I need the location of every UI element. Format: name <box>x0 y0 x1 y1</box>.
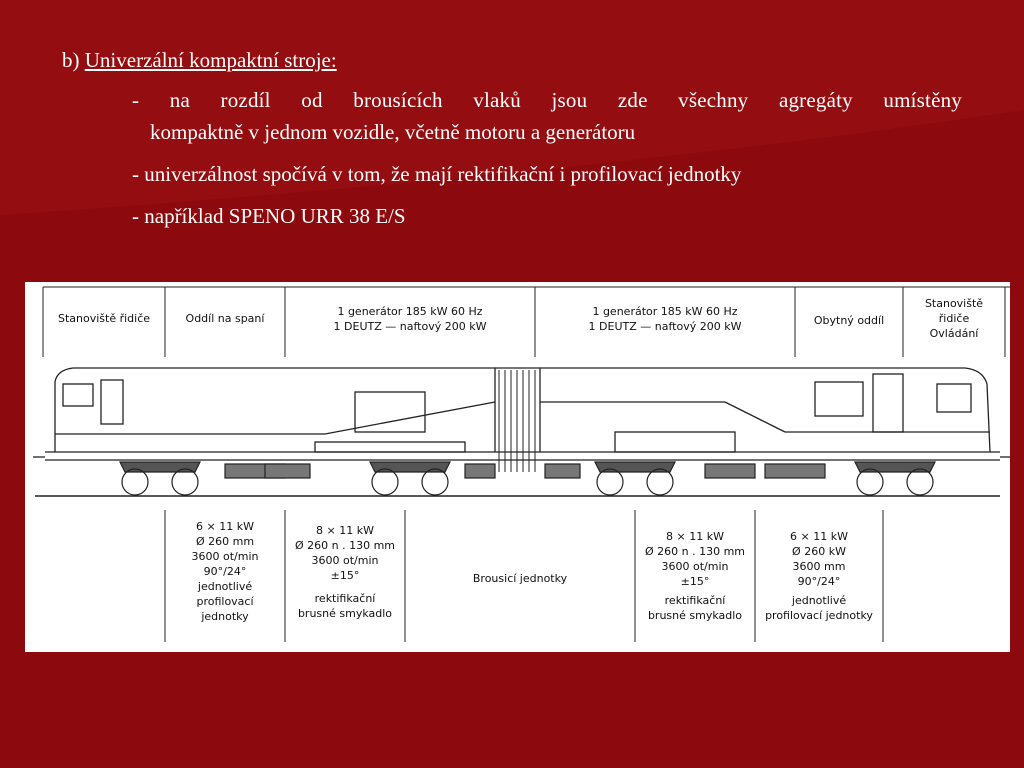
top-label-generator-2-line-2: 1 DEUTZ — naftový 200 kW <box>588 320 742 333</box>
bottom-grinding-units: Brousicí jednotky <box>472 572 568 585</box>
top-label-cab-left: Stanoviště řidiče <box>57 312 151 325</box>
bottom-profile-right-line-1: 6 × 11 kW <box>790 530 848 543</box>
top-label-cab-right-line-3: Ovládání <box>929 327 979 340</box>
bottom-profile-left-line-7: jednotky <box>201 610 249 623</box>
bogies <box>120 462 935 495</box>
machine-diagram <box>25 282 1010 652</box>
bottom-rect-left-line-6: brusné smykadlo <box>297 607 393 620</box>
machine-drawing <box>25 282 1010 652</box>
bullet-1-line-1: - na rozdíl od brousících vlaků jsou zde všechny agregáty umístěny <box>132 88 962 112</box>
heading-title: Univerzální kompaktní stroje: <box>84 48 337 72</box>
bottom-profile-left-line-2: Ø 260 mm <box>195 535 255 548</box>
top-label-cab-right-line-1: Stanoviště <box>924 297 984 310</box>
bottom-rect-right-line-5: rektifikační <box>664 594 726 607</box>
bottom-profile-right-line-3: 3600 mm <box>792 560 846 573</box>
bottom-profile-left-line-4: 90°/24° <box>203 565 247 578</box>
locomotive-body <box>33 368 1010 472</box>
bullet-3: - například SPENO URR 38 E/S <box>132 204 406 228</box>
bullet-1-line-2: kompaktně v jednom vozidle, včetně motoru a generátoru <box>150 120 636 144</box>
heading-prefix: b) <box>62 48 80 72</box>
bottom-rect-left-line-3: 3600 ot/min <box>311 554 379 567</box>
bottom-rect-left-line-5: rektifikační <box>314 592 376 605</box>
slide-text <box>0 0 1024 260</box>
bottom-profile-left-line-1: 6 × 11 kW <box>196 520 254 533</box>
top-label-generator-2-line-1: 1 generátor 185 kW 60 Hz <box>592 305 738 318</box>
top-label-living: Obytný oddíl <box>813 314 885 327</box>
bottom-profile-right-line-2: Ø 260 kW <box>792 545 846 558</box>
top-label-generator-1-line-2: 1 DEUTZ — naftový 200 kW <box>333 320 487 333</box>
bullet-2: - univerzálnost spočívá v tom, že mají rektifikační i profilovací jednotky <box>132 162 742 186</box>
bottom-rect-right-line-6: brusné smykadlo <box>647 609 743 622</box>
bottom-rect-left-line-4: ±15° <box>330 569 360 582</box>
bottom-profile-left-line-3: 3600 ot/min <box>191 550 259 563</box>
bottom-rect-right-line-2: Ø 260 n . 130 mm <box>644 545 746 558</box>
top-labels <box>58 297 983 340</box>
bottom-profile-left-line-5: jednotlivé <box>197 580 253 593</box>
top-label-generator-1-line-1: 1 generátor 185 kW 60 Hz <box>337 305 483 318</box>
bottom-rect-left-line-2: Ø 260 n . 130 mm <box>294 539 396 552</box>
bottom-labels <box>192 520 874 623</box>
bottom-rect-right-line-4: ±15° <box>680 575 710 588</box>
bottom-rect-right-line-3: 3600 ot/min <box>661 560 729 573</box>
bottom-rect-right-line-1: 8 × 11 kW <box>666 530 724 543</box>
bottom-rect-left-line-1: 8 × 11 kW <box>316 524 374 537</box>
bottom-profile-right-line-4: 90°/24° <box>797 575 841 588</box>
top-label-sleeping: Oddíl na spaní <box>185 312 265 325</box>
bottom-profile-right-line-6: profilovací jednotky <box>765 609 873 622</box>
section-heading <box>62 46 337 74</box>
bottom-profile-left-line-6: profilovací <box>196 595 254 608</box>
bottom-profile-right-line-5: jednotlivé <box>791 594 847 607</box>
top-label-cab-right-line-2: řidiče <box>938 312 970 325</box>
